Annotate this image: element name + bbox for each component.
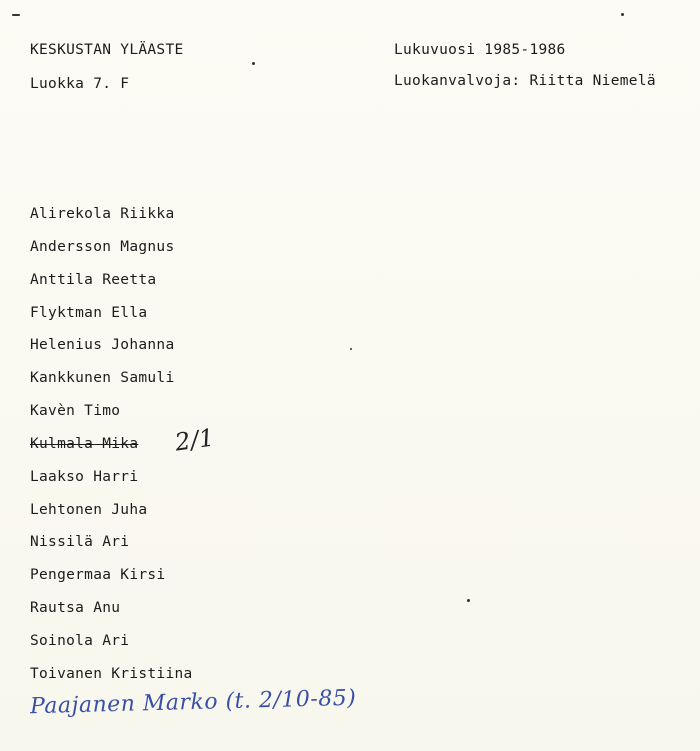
student-name: Andersson Magnus bbox=[30, 238, 175, 255]
student-name: Rautsa Anu bbox=[30, 600, 121, 617]
student-name: Kulmala Mika bbox=[30, 435, 139, 452]
student-name: Kavèn Timo bbox=[30, 403, 121, 420]
paper-speck bbox=[350, 348, 352, 350]
student-row bbox=[30, 567, 193, 600]
school-name: KESKUSTAN YLÄASTE bbox=[30, 42, 184, 58]
student-row bbox=[30, 502, 193, 535]
student-name: Flyktman Ella bbox=[30, 304, 148, 321]
handwritten-note: 2/1 bbox=[173, 423, 217, 457]
student-row bbox=[30, 305, 193, 338]
student-row bbox=[30, 600, 193, 633]
paper-speck bbox=[467, 599, 470, 602]
paper-speck bbox=[621, 13, 624, 16]
student-list bbox=[30, 206, 217, 699]
student-row bbox=[30, 337, 193, 370]
student-name: Soinola Ari bbox=[30, 632, 130, 649]
handwritten-addition: Paajanen Marko (t. 2/10-85) bbox=[29, 685, 357, 720]
student-row bbox=[30, 469, 193, 502]
student-name: Helenius Johanna bbox=[30, 337, 175, 354]
student-name: Alirekola Riikka bbox=[30, 206, 175, 222]
student-name: Kankkunen Samuli bbox=[30, 370, 175, 387]
student-row bbox=[30, 370, 193, 403]
student-row bbox=[30, 239, 193, 272]
paper-speck bbox=[252, 62, 255, 65]
student-name: Pengermaa Kirsi bbox=[30, 567, 166, 584]
student-name: Laakso Harri bbox=[30, 468, 139, 485]
student-row bbox=[30, 534, 193, 567]
student-row-struck bbox=[30, 423, 217, 469]
student-name: Anttila Reetta bbox=[30, 271, 157, 288]
student-name: Nissilä Ari bbox=[30, 534, 130, 551]
student-name: Lehtonen Juha bbox=[30, 501, 148, 518]
school-year: Lukuvuosi 1985-1986 bbox=[394, 42, 566, 58]
student-row bbox=[30, 206, 193, 239]
class-name: Luokka 7. F bbox=[30, 76, 130, 92]
student-name: Toivanen Kristiina bbox=[30, 665, 193, 682]
student-row bbox=[30, 633, 193, 666]
student-row bbox=[30, 272, 193, 305]
paper-mark bbox=[12, 14, 20, 16]
student-row bbox=[30, 403, 193, 436]
class-teacher: Luokanvalvoja: Riitta Niemelä bbox=[394, 73, 656, 89]
